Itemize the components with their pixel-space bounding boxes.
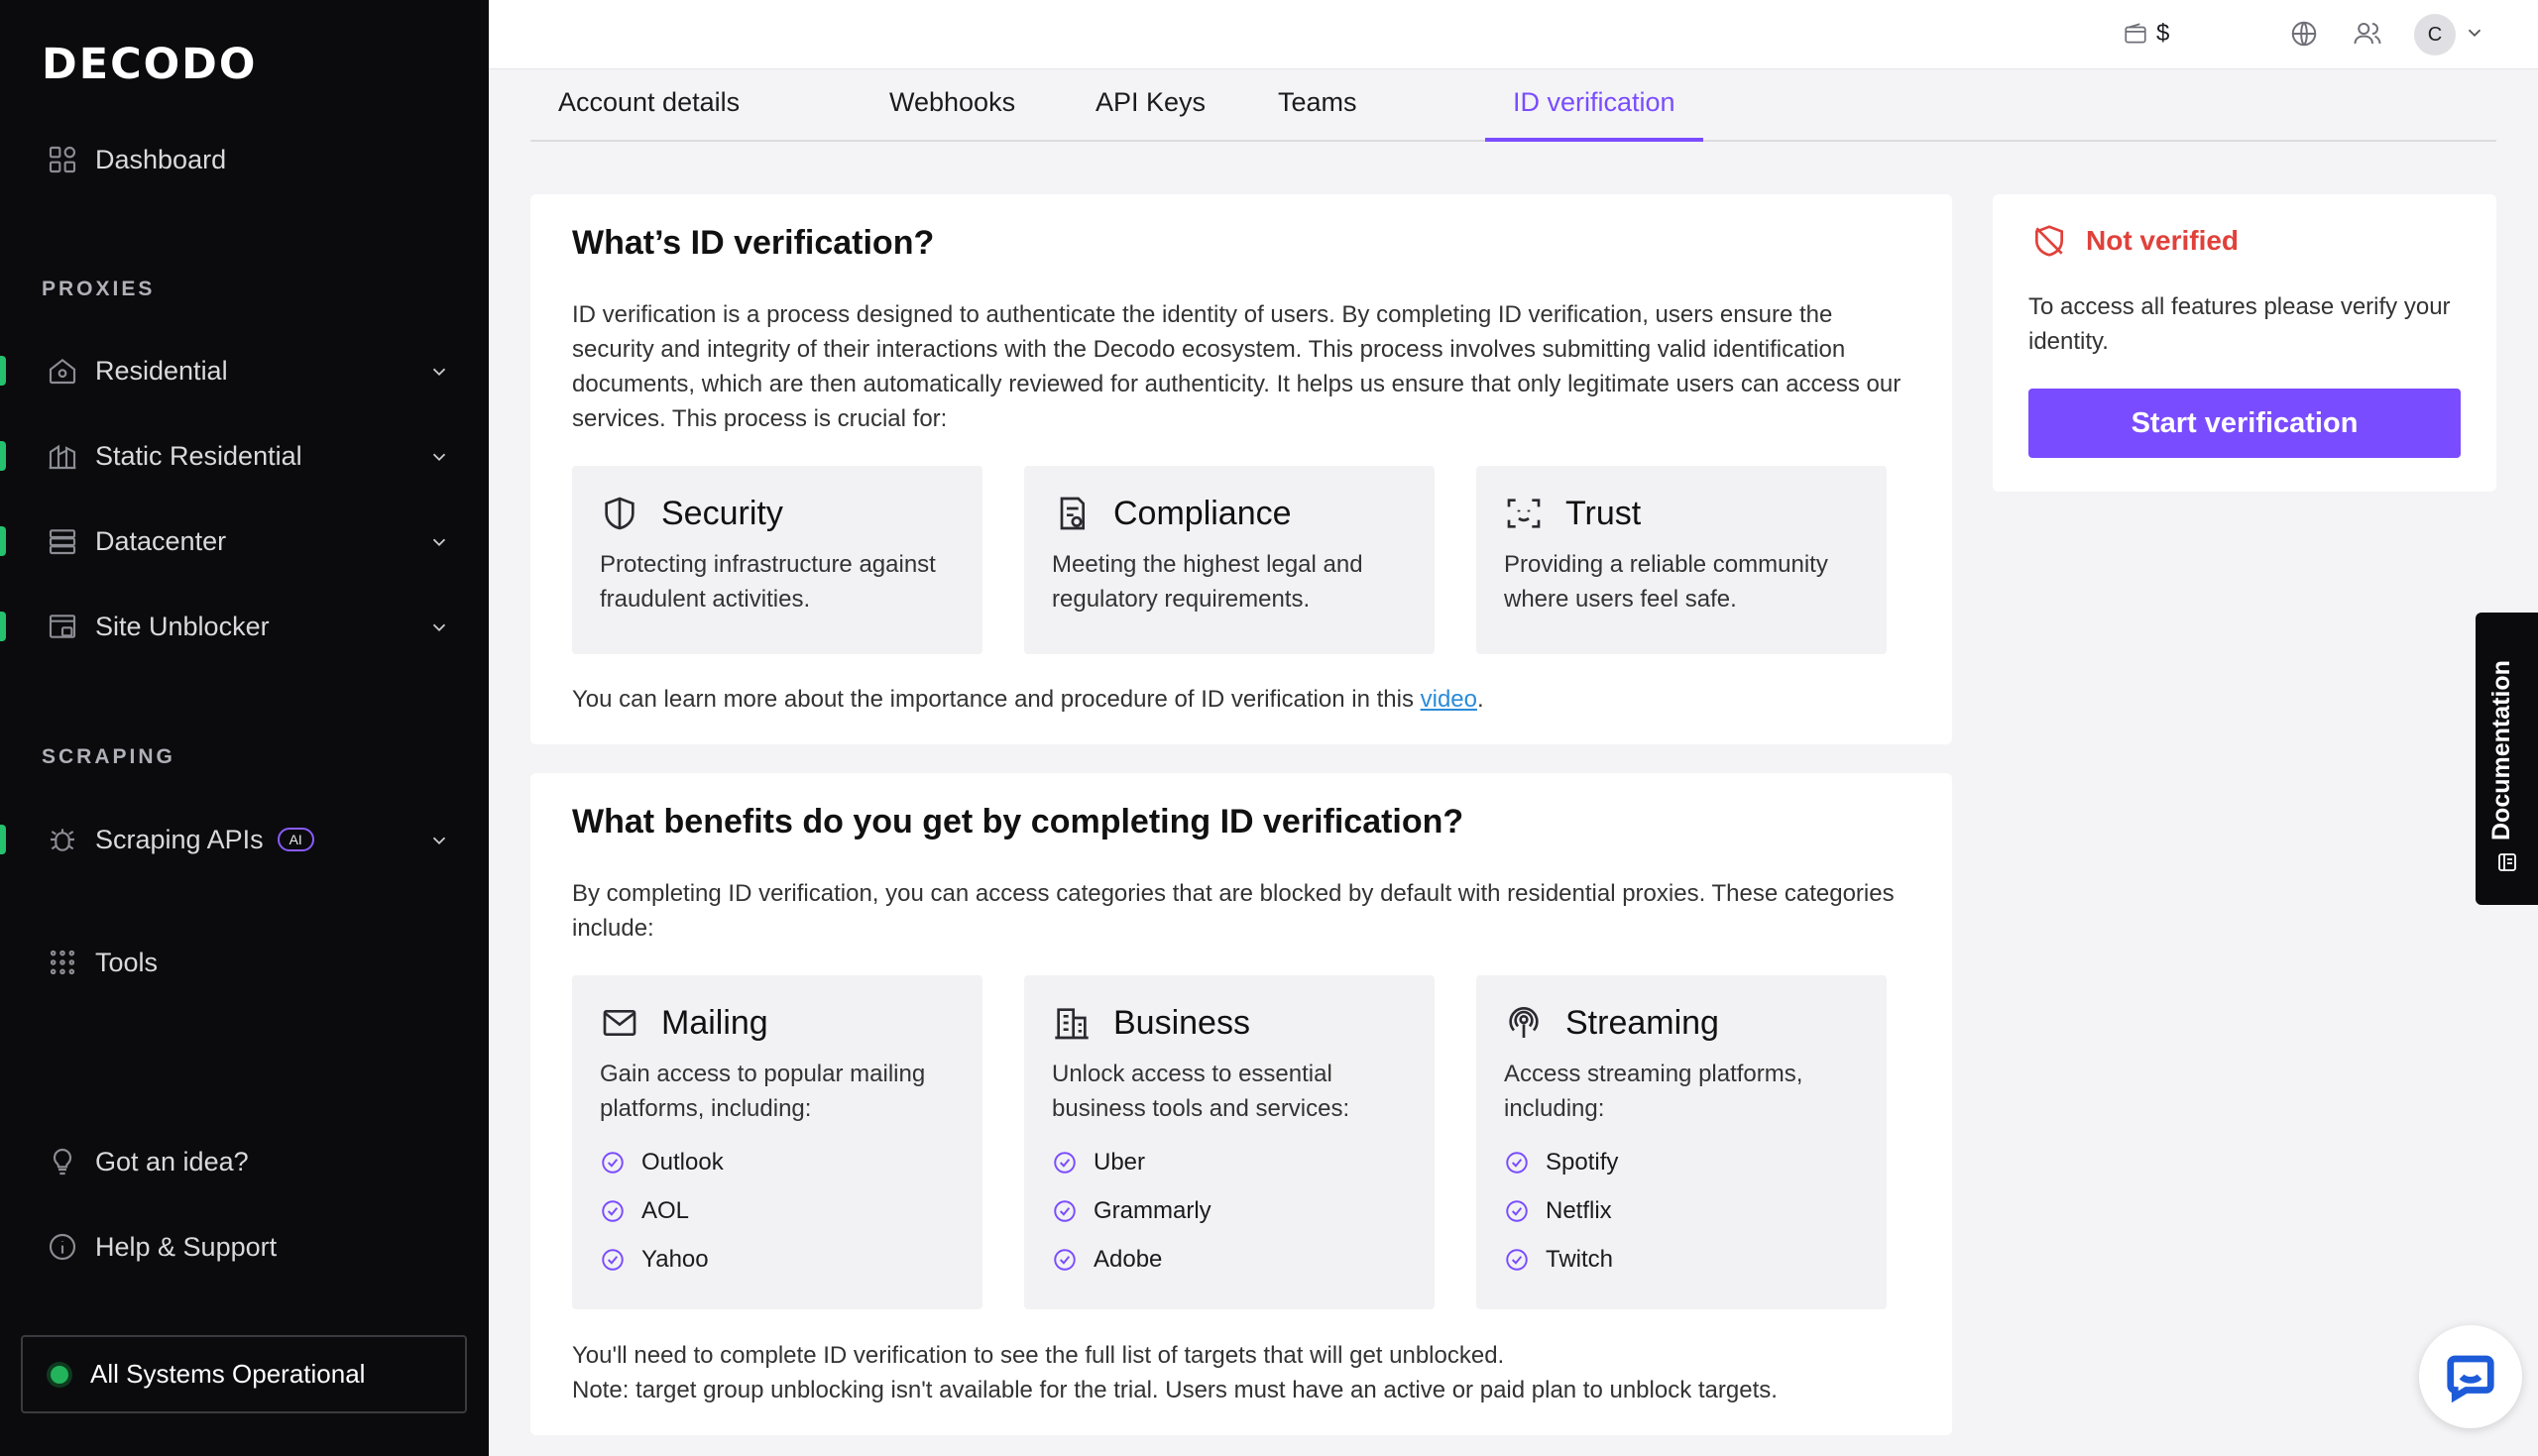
card-title: What benefits do you get by completing ID verification? <box>572 803 1464 840</box>
tab-account-details[interactable]: Account details <box>558 87 741 117</box>
category-desc: Access streaming platforms, including: <box>1504 1061 1803 1122</box>
chat-support-button[interactable] <box>2419 1325 2522 1428</box>
list-item-label: Outlook <box>641 1148 724 1176</box>
video-link[interactable]: video <box>1420 686 1477 713</box>
list-item-label: Spotify <box>1546 1148 1619 1176</box>
list-item <box>1504 1235 1859 1284</box>
check-circle-icon <box>600 1150 626 1176</box>
category-list <box>600 1138 955 1284</box>
sidebar-item-label: Scraping APIs <box>95 824 264 854</box>
list-item-label: Uber <box>1094 1148 1146 1176</box>
home-icon <box>46 354 79 388</box>
check-circle-icon <box>1504 1198 1530 1224</box>
what-is-id-verification-card <box>530 194 1952 744</box>
sidebar-item-label: Residential <box>95 355 228 386</box>
users-icon[interactable] <box>2353 19 2384 51</box>
chat-icon <box>2444 1350 2497 1403</box>
feature-title: Compliance <box>1113 494 1292 532</box>
nav-accent <box>0 612 6 641</box>
feature-compliance <box>1024 466 1435 654</box>
sidebar-item-residential[interactable] <box>46 346 452 395</box>
learn-more-text <box>572 682 1484 717</box>
list-item <box>1504 1186 1859 1235</box>
list-item <box>1052 1235 1407 1284</box>
dashboard-icon <box>46 143 79 176</box>
note-full-list: You'll need to complete ID verification to see the full list of targets that will get unblocked. <box>572 1342 1505 1369</box>
info-icon <box>46 1230 79 1264</box>
list-item-label: AOL <box>641 1196 690 1224</box>
check-circle-icon <box>600 1247 626 1273</box>
system-status[interactable] <box>21 1335 467 1413</box>
buildings-icon <box>46 439 79 473</box>
feature-desc: Protecting infrastructure against fraudulent activities. <box>600 551 936 613</box>
list-item <box>1052 1186 1407 1235</box>
nav-accent <box>0 825 6 854</box>
sidebar-item-label: Got an idea? <box>95 1146 249 1176</box>
sidebar-item-label: Site Unblocker <box>95 611 270 641</box>
tab-webhooks[interactable]: Webhooks <box>889 87 1016 117</box>
category-title: Mailing <box>661 1003 768 1042</box>
verification-status <box>2030 222 2239 260</box>
sidebar <box>0 0 489 1456</box>
sidebar-item-dashboard[interactable] <box>46 135 452 184</box>
category-list <box>1052 1138 1407 1284</box>
intro-text: ID verification is a process designed to authenticate the identity of users. By completing ID verification, users ensure the security and integrity of their interactions with the Decodo ecosystem. This process involves submitting valid identification documents, which are then automatically reviewed for authenticity. It helps us ensure that only legitimate users can access our services. This process is crucial for: <box>572 301 1902 432</box>
podcast-icon <box>1504 1003 1544 1043</box>
check-circle-icon <box>1504 1150 1530 1176</box>
list-item-label: Yahoo <box>641 1245 709 1273</box>
grid-dots-icon <box>46 946 79 979</box>
face-scan-icon <box>1504 494 1544 533</box>
sidebar-item-static-residential[interactable] <box>46 431 452 481</box>
list-item-label: Adobe <box>1094 1245 1163 1273</box>
chevron-down-icon[interactable] <box>428 529 452 553</box>
list-item <box>600 1186 955 1235</box>
section-label-proxies: PROXIES <box>42 278 156 300</box>
list-item-label: Twitch <box>1546 1245 1614 1273</box>
sidebar-item-label: Datacenter <box>95 525 227 556</box>
chevron-down-icon[interactable] <box>428 615 452 638</box>
mail-icon <box>600 1003 639 1043</box>
note-trial: Note: target group unblocking isn't available for the trial. Users must have an active or paid plan to unblock targets. <box>572 1377 1778 1403</box>
status-text: All Systems Operational <box>90 1359 366 1389</box>
feature-desc: Meeting the highest legal and regulatory requirements. <box>1052 551 1363 613</box>
benefits-intro: By completing ID verification, you can access categories that are blocked by default with residential proxies. These categories include: <box>572 880 1895 942</box>
category-desc: Gain access to popular mailing platforms, including: <box>600 1061 926 1122</box>
documentation-label: Documentation <box>2487 660 2515 840</box>
feature-title: Trust <box>1565 494 1642 532</box>
browser-unlock-icon <box>46 610 79 643</box>
tab-teams[interactable]: Teams <box>1278 87 1357 117</box>
nav-accent <box>0 441 6 471</box>
sidebar-item-tools[interactable] <box>46 938 452 987</box>
list-item <box>600 1138 955 1186</box>
settings-tabs <box>530 69 2496 142</box>
topbar <box>489 0 2538 69</box>
shield-off-icon <box>2030 222 2068 260</box>
category-title: Streaming <box>1565 1003 1719 1042</box>
feature-title: Security <box>661 494 783 532</box>
tab-id-verification[interactable]: ID verification <box>1485 87 1703 142</box>
feature-security <box>572 466 982 654</box>
wallet-icon <box>2123 21 2148 47</box>
list-item <box>1504 1138 1859 1186</box>
document-check-icon <box>1052 494 1092 533</box>
shield-icon <box>600 494 639 533</box>
check-circle-icon <box>600 1198 626 1224</box>
learn-more-suffix: . <box>1476 686 1484 713</box>
list-item <box>1052 1138 1407 1186</box>
chevron-down-icon[interactable] <box>428 828 452 851</box>
sidebar-item-label: Static Residential <box>95 440 302 471</box>
status-dot <box>51 1366 68 1384</box>
sidebar-item-datacenter[interactable] <box>46 516 452 566</box>
list-item <box>600 1235 955 1284</box>
list-item-label: Netflix <box>1546 1196 1612 1224</box>
section-label-scraping: SCRAPING <box>42 745 175 768</box>
balance-value: $ <box>2156 20 2170 47</box>
sidebar-item-got-an-idea[interactable] <box>46 1137 452 1186</box>
verify-description: To access all features please verify your identity. <box>2028 293 2451 355</box>
tab-api-keys[interactable]: API Keys <box>1096 87 1207 117</box>
sidebar-item-help-support[interactable] <box>46 1222 452 1272</box>
chevron-down-icon[interactable] <box>2464 22 2487 46</box>
status-label: Not verified <box>2086 225 2240 256</box>
globe-icon[interactable] <box>2289 19 2321 51</box>
category-streaming <box>1476 975 1887 1309</box>
feature-desc: Providing a reliable community where users feel safe. <box>1504 551 1828 613</box>
category-list <box>1504 1138 1859 1284</box>
sidebar-item-label: Tools <box>95 947 159 977</box>
avatar[interactable]: C <box>2414 14 2456 56</box>
balance-button[interactable] <box>2123 20 2169 48</box>
check-circle-icon <box>1504 1247 1530 1273</box>
sidebar-item-scraping-apis[interactable] <box>46 815 452 864</box>
category-mailing <box>572 975 982 1309</box>
lightbulb-icon <box>46 1145 79 1178</box>
category-title: Business <box>1113 1003 1250 1042</box>
check-circle-icon <box>1052 1247 1078 1273</box>
verification-status-card <box>1993 194 2496 492</box>
sidebar-item-site-unblocker[interactable] <box>46 602 452 651</box>
sidebar-item-label: Dashboard <box>95 144 227 174</box>
nav-accent <box>0 526 6 556</box>
bug-icon <box>46 823 79 856</box>
start-verification-button[interactable]: Start verification <box>2028 389 2461 458</box>
card-title: What’s ID verification? <box>572 224 935 262</box>
learn-more-prefix: You can learn more about the importance and procedure of ID verification in this <box>572 686 1421 713</box>
nav-accent <box>0 356 6 386</box>
sidebar-item-label: Help & Support <box>95 1231 278 1262</box>
server-icon <box>46 524 79 558</box>
book-icon <box>2495 850 2519 874</box>
decodo-logo[interactable]: DECODO <box>42 40 258 89</box>
ai-badge: AI <box>278 828 314 851</box>
check-circle-icon <box>1052 1198 1078 1224</box>
documentation-tab[interactable] <box>2476 613 2538 905</box>
check-circle-icon <box>1052 1150 1078 1176</box>
chevron-down-icon[interactable] <box>428 444 452 468</box>
benefits-card <box>530 773 1952 1435</box>
category-desc: Unlock access to essential business tools and services: <box>1052 1061 1350 1122</box>
list-item-label: Grammarly <box>1094 1196 1211 1224</box>
building-icon <box>1052 1003 1092 1043</box>
category-business <box>1024 975 1435 1309</box>
chevron-down-icon[interactable] <box>428 359 452 383</box>
feature-trust <box>1476 466 1887 654</box>
